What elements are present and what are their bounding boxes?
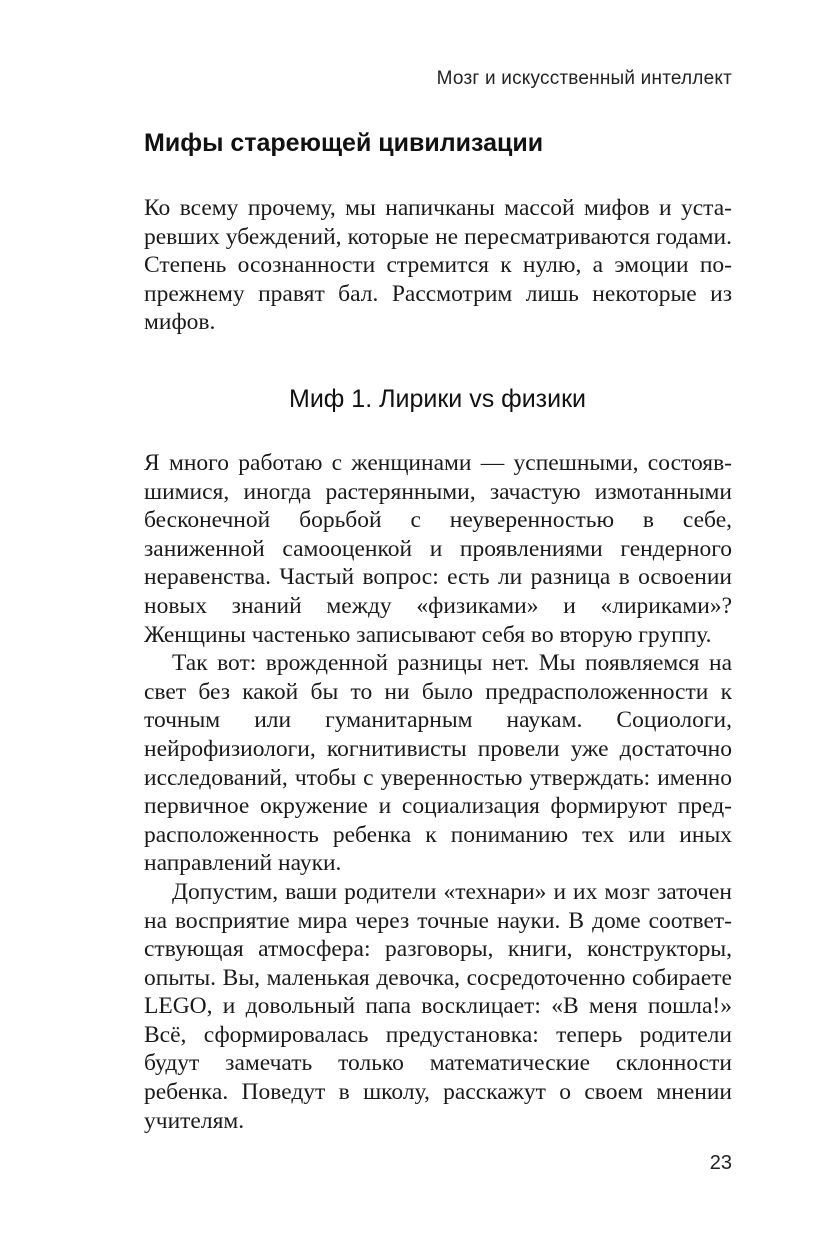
running-header: Мозг и искусственный интеллект bbox=[436, 68, 732, 89]
page-number: 23 bbox=[709, 1152, 732, 1174]
intro-paragraph: Ко всему прочему, мы напичканы массой мифов и устаревших убеждений, которые не пересматриваются годами. Степень осознанности стремится к нулю, а эмоции по-прежнему правят бал. Рассмотрим лишь некоторые из мифов. bbox=[144, 195, 732, 336]
body-paragraph-2: Так вот: врожденной разницы нет. Мы появляемся на свет без какой бы то ни было предрасположенности к точным или гуманитарным наукам. Социологи, нейрофизиологи, когнитивисты провели уже достаточно исследований, чтобы с уверенностью утверждать: именно первичное окружение и социализация формируют предрасположенность ребенка к пониманию тех или иных направлений науки. bbox=[144, 650, 732, 877]
subsection-title: Миф 1. Лирики vs физики bbox=[289, 385, 586, 413]
section-title: Мифы стареющей цивилизации bbox=[144, 129, 544, 157]
body-text-block bbox=[144, 449, 732, 1135]
intro-block bbox=[144, 194, 732, 337]
body-paragraph-3: Допустим, ваши родители «технари» и их мозг заточен на восприятие мира через точные науки. В доме соответствующая атмосфера: разговоры, книги, конструкторы, опыты. Вы, маленькая девочка, сосредоточенно собираете LEGO, и довольный папа восклицает: «В меня пошла!» Всё, сформировалась предустановка: теперь родители будут замечать только математические склонности ребенка. Поведут в школу, расскажут о своем мнении учителям. bbox=[144, 878, 732, 1134]
body-paragraph-1: Я много работаю с женщинами — успешными, состоявшимися, иногда растерянными, зачастую измотанными бесконечной борьбой с неуверенностью в себе, заниженной самооценкой и проявлениями гендерного неравенства. Частый вопрос: есть ли разница в освоении новых знаний между «физиками» и «лириками»? Женщины частенько записывают себя во вторую группу. bbox=[144, 450, 732, 648]
